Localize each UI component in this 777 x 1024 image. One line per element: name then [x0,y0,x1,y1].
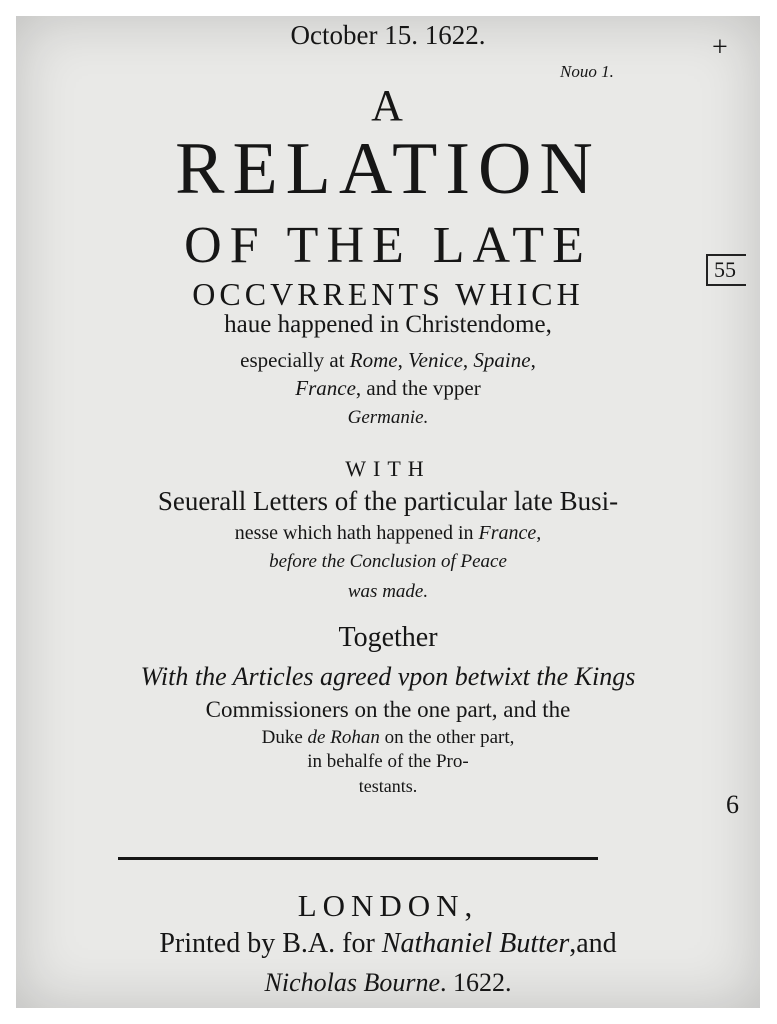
title-of-the-late: OF THE LATE [184,217,592,274]
especially-text: especially at [240,348,350,372]
articles-line-5: testants. [358,776,418,796]
other-part-text: on the other part, [379,727,515,748]
letters-line-2-text: nesse which hath happened in [234,522,479,544]
title-line-christendome: haue happened in Christendome, [224,311,552,338]
and-the-vpper-text: , and the vpper [355,376,481,400]
country-germanie: Germanie. [347,407,429,428]
imprint-printer-line [16,930,760,958]
margin-number: 55 [706,254,746,286]
letters-line-2-france: France, [478,522,542,544]
together-heading: Together [338,622,438,653]
margin-handwritten-mark: 6 [726,790,739,819]
title-line-france [16,378,760,399]
title-occurrents: OCCVRRENTS WHICH [192,276,584,312]
publisher-butter: Nathaniel Butter [381,928,570,959]
articles-line-2: Commissioners on the one part, and the [205,697,571,722]
city-venice: Venice [408,348,463,372]
title-article: A [371,81,405,130]
letters-line-1: Seuerall Letters of the particular late Busi- [157,486,619,516]
with-heading: WITH [345,456,431,481]
imprint-year: . 1622. [440,968,512,997]
country-france: France [295,376,356,400]
printed-by-text: Printed by B.A. for [159,928,382,959]
separator: , [530,348,536,372]
and-text: ,and [569,928,617,959]
letters-line-3: before the Conclusion of Peace [269,551,507,572]
duke-text: Duke [261,727,308,748]
imprint-place: LONDON, [297,888,479,923]
title-relation: RELATION [175,128,601,210]
publisher-bourne: Nicholas Bourne [264,968,440,997]
divider-rule [118,857,598,860]
imprint-bourne-line [16,970,760,996]
duke-name: de Rohan [307,727,380,748]
margin-cross-mark: + [712,32,728,63]
separator: , [397,348,409,372]
title-line-cities [16,350,760,371]
publication-date: October 15. 1622. [290,20,486,50]
separator: , [462,348,474,372]
articles-line-4: in behalfe of the Pro- [307,751,469,772]
city-rome: Rome [349,348,398,372]
letters-line-2 [16,523,760,543]
issue-number: Nouo 1. [560,62,614,81]
articles-line-1: With the Articles agreed vpon betwixt the Kings [140,662,636,691]
country-spaine: Spaine [473,348,531,372]
articles-line-3 [16,728,760,747]
letters-line-4: was made. [347,581,429,602]
